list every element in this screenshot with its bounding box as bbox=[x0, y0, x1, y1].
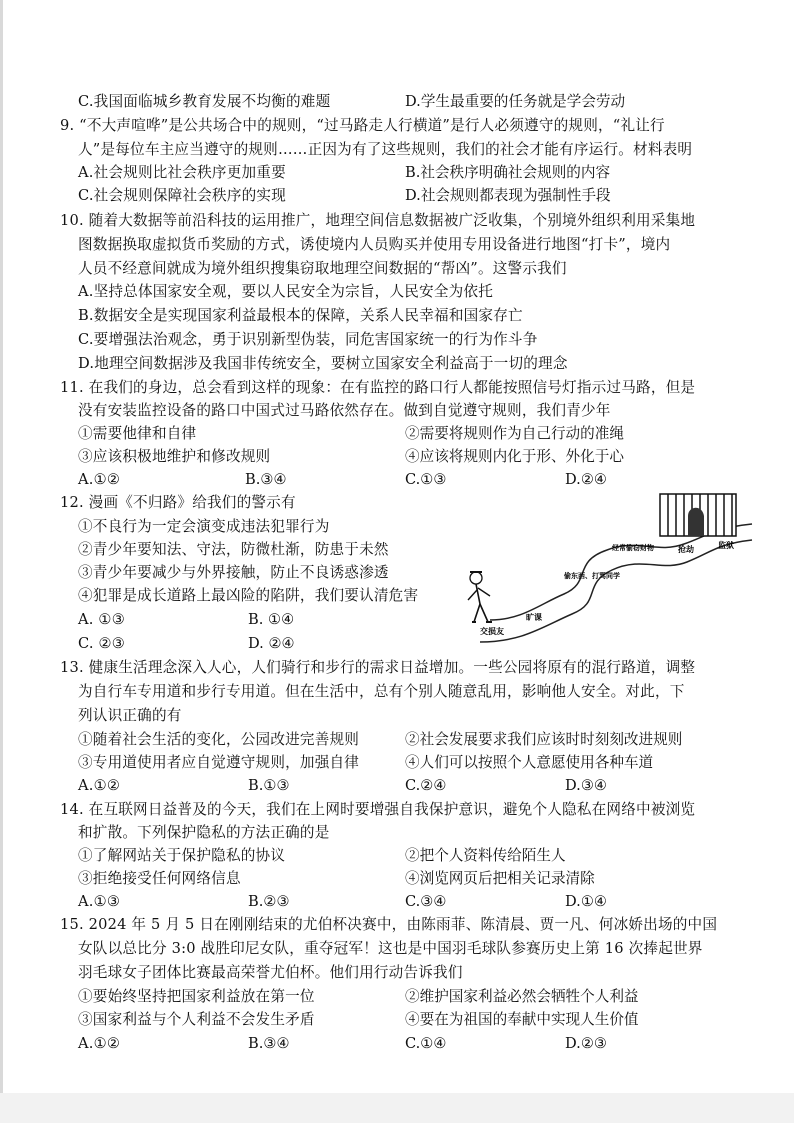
youth-figure-icon bbox=[468, 572, 492, 622]
q12-stem-line1: 12. 漫画《不归路》给我们的警示有 bbox=[60, 494, 296, 511]
q11-statement-2: ②需要将规则作为自己行动的准绳 bbox=[405, 425, 624, 442]
q13-statement-2: ②社会发展要求我们应该时时刻刻改进规则 bbox=[405, 731, 683, 748]
q15-statement-3: ③国家利益与个人利益不会发生矛盾 bbox=[78, 1011, 315, 1028]
q11-statement-1: ①需要他律和自律 bbox=[78, 425, 197, 442]
q15-option-a: A.①② bbox=[78, 1035, 121, 1052]
q15-option-b: B.③④ bbox=[248, 1035, 290, 1052]
q11-option-c: C.①③ bbox=[405, 471, 447, 488]
road-edge-lower bbox=[480, 540, 752, 642]
q9-stem-line2: 人”是每位车主应当遵守的规则……正因为有了这些规则，我们的社会才能有序运行。材料表明 bbox=[78, 141, 693, 158]
q9-stem-line1: 9. “不大声喧哗”是公共场合中的规则，“过马路走人行横道”是行人必须遵守的规则，“礼让行 bbox=[60, 117, 665, 134]
q15-option-c: C.①④ bbox=[405, 1035, 447, 1052]
q13-option-b: B.①③ bbox=[248, 777, 290, 794]
q9-option-c: C.社会规则保障社会秩序的实现 bbox=[78, 187, 287, 204]
q8-option-c: C.我国面临城乡教育发展不均衡的难题 bbox=[78, 93, 331, 110]
q10-option-b: B.数据安全是实现国家利益最根本的保障，关系人民幸福和国家存亡 bbox=[78, 307, 523, 324]
q11-option-a: A.①② bbox=[78, 471, 121, 488]
q13-statement-3: ③专用道使用者应自觉遵守规则，加强自律 bbox=[78, 754, 360, 771]
q12-statement-1: ①不良行为一定会演变成违法犯罪行为 bbox=[78, 518, 330, 535]
q10-option-c: C.要增强法治观念，勇于识别新型伪装，同危害国家统一的行为作斗争 bbox=[78, 331, 538, 348]
q14-statement-1: ①了解网站关于保护隐私的协议 bbox=[78, 847, 286, 864]
q14-statement-3: ③拒绝接受任何网络信息 bbox=[78, 870, 241, 887]
q14-stem-line1: 14. 在互联网日益普及的今天，我们在上网时要增强自我保护意识，避免个人隐私在网络中被浏览 bbox=[60, 801, 696, 818]
road-edge-upper bbox=[490, 524, 752, 620]
cartoon-label-truancy: 旷课 bbox=[526, 613, 542, 622]
q14-option-b: B.②③ bbox=[248, 893, 290, 910]
cartoon-label-robbery: 抢劫 bbox=[678, 545, 694, 554]
q14-option-d: D.①④ bbox=[565, 893, 607, 910]
q11-option-b: B.③④ bbox=[245, 471, 287, 488]
q15-statement-4: ④要在为祖国的奉献中实现人生价值 bbox=[405, 1011, 639, 1028]
q12-option-d: D. ②④ bbox=[248, 635, 295, 652]
q13-statement-4: ④人们可以按照个人意愿使用各种车道 bbox=[405, 754, 654, 771]
q10-option-a: A.坚持总体国家安全观，要以人民安全为宗旨，人民安全为依托 bbox=[78, 283, 494, 300]
q10-option-d: D.地理空间数据涉及我国非传统安全，要树立国家安全利益高于一切的理念 bbox=[78, 355, 568, 372]
q14-statement-2: ②把个人资料传给陌生人 bbox=[405, 847, 566, 864]
prison-icon bbox=[660, 494, 736, 536]
q13-statement-1: ①随着社会生活的变化，公园改进完善规则 bbox=[78, 731, 360, 748]
q10-stem-line3: 人员不经意间就成为境外组织搜集窃取地理空间数据的“帮凶”。这警示我们 bbox=[78, 260, 567, 277]
q10-stem-line2: 图数据换取虚拟货币奖励的方式，诱使境内人员购买并使用专用设备进行地图“打卡”，境内 bbox=[78, 236, 671, 253]
q13-option-a: A.①② bbox=[78, 777, 121, 794]
cartoon-label-prison: 监狱 bbox=[718, 541, 734, 550]
q10-stem-line1: 10. 随着大数据等前沿科技的运用推广，地理空间信息数据被广泛收集，个别境外组织利用采集地 bbox=[60, 212, 696, 229]
q13-option-c: C.②④ bbox=[405, 777, 447, 794]
q15-option-d: D.②③ bbox=[565, 1035, 607, 1052]
q12-statement-2: ②青少年要知法、守法，防微杜渐，防患于未然 bbox=[78, 541, 389, 558]
q12-statement-3: ③青少年要减少与外界接触，防止不良诱惑渗透 bbox=[78, 564, 389, 581]
cartoon-label-steal-fight: 偷东西、打骂同学 bbox=[564, 572, 620, 580]
q9-option-a: A.社会规则比社会秩序更加重要 bbox=[78, 164, 286, 181]
q8-option-d: D.学生最重要的任务就是学会劳动 bbox=[405, 93, 626, 110]
q15-stem-line2: 女队以总比分 3:0 战胜印尼女队，重夺冠军！这也是中国羽毛球队参赛历史上第 16 次捧起世界 bbox=[78, 940, 703, 957]
q13-stem-line2: 为自行车专用道和步行专用道。但在生活中，总有个别人随意乱用，影响他人安全。对此，下 bbox=[78, 683, 685, 700]
q9-option-d: D.社会规则都表现为强制性手段 bbox=[405, 187, 611, 204]
q11-stem-line1: 11. 在我们的身边，总会看到这样的现象：在有监控的路口行人都能按照信号灯指示过马路，但是 bbox=[60, 379, 696, 396]
cartoon-label-bad-friends: 交损友 bbox=[480, 627, 504, 636]
q14-stem-line2: 和扩散。下列保护隐私的方法正确的是 bbox=[78, 824, 330, 841]
q15-statement-1: ①要始终坚持把国家利益放在第一位 bbox=[78, 988, 315, 1005]
q13-stem-line3: 列认识正确的有 bbox=[78, 707, 182, 724]
q11-stem-line2: 没有安装监控设备的路口中国式过马路依然存在。做到自觉遵守规则，我们青少年 bbox=[78, 402, 611, 419]
q12-option-b: B. ①④ bbox=[248, 611, 295, 628]
q12-statement-4: ④犯罪是成长道路上最凶险的陷阱，我们要认清危害 bbox=[78, 587, 419, 604]
q11-statement-4: ④应该将规则内化于形、外化于心 bbox=[405, 448, 624, 465]
page-bottom-margin bbox=[0, 1093, 794, 1123]
page-left-edge bbox=[0, 0, 3, 1123]
q12-option-a: A. ①③ bbox=[78, 611, 125, 628]
cartoon-road-of-no-return bbox=[462, 492, 782, 647]
q12-option-c: C. ②③ bbox=[78, 635, 126, 652]
q14-statement-4: ④浏览网页后把相关记录清除 bbox=[405, 870, 595, 887]
q15-statement-2: ②维护国家利益必然会牺牲个人利益 bbox=[405, 988, 639, 1005]
q11-statement-3: ③应该积极地维护和修改规则 bbox=[78, 448, 271, 465]
q15-stem-line1: 15. 2024 年 5 月 5 日在刚刚结束的尤伯杯决赛中，由陈雨菲、陈清晨、贾一凡、何冰娇出场的中国 bbox=[60, 916, 718, 933]
q14-option-c: C.③④ bbox=[405, 893, 447, 910]
q14-option-a: A.①③ bbox=[78, 893, 121, 910]
q13-option-d: D.③④ bbox=[565, 777, 607, 794]
cartoon-label-theft: 经常偷窃财物 bbox=[612, 544, 654, 552]
q15-stem-line3: 羽毛球女子团体比赛最高荣誉尤伯杯。他们用行动告诉我们 bbox=[78, 964, 463, 981]
q13-stem-line1: 13. 健康生活理念深入人心，人们骑行和步行的需求日益增加。一些公园将原有的混行路道，调整 bbox=[60, 659, 696, 676]
q9-option-b: B.社会秩序明确社会规则的内容 bbox=[405, 164, 611, 181]
q11-option-d: D.②④ bbox=[565, 471, 607, 488]
